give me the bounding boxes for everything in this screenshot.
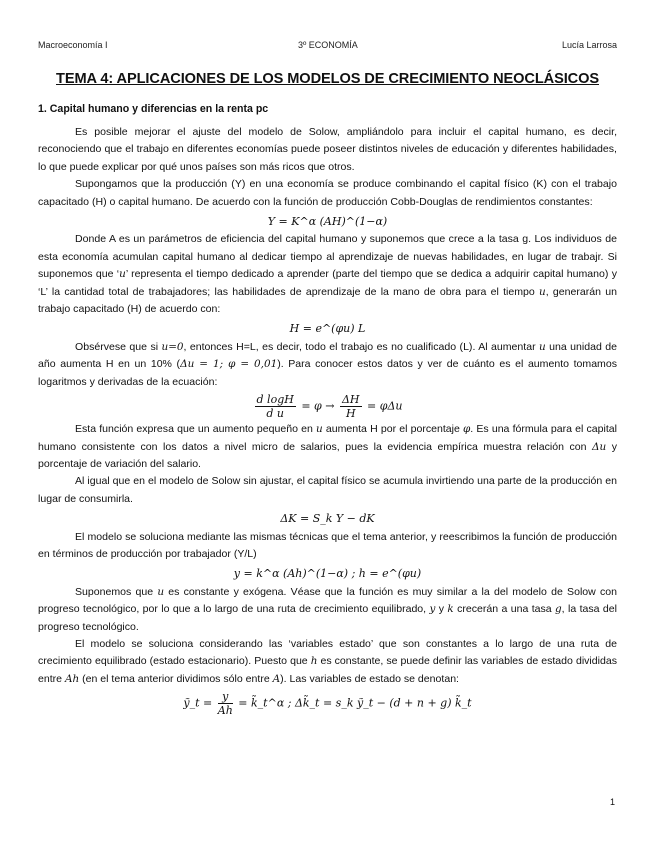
body-text xyxy=(38,124,617,718)
page-number: 1 xyxy=(609,797,615,807)
paragraph: Obsérvese que si u=0, entonces H=L, es decir, todo el trabajo es no cualificado (L). Al aumentar u una unidad de año aumenta H en un 10% (Δu = 1; φ = 0,01). Para conocer estos datos y ver de cuánto es el aumento tomamos logaritmos y derivadas de la ecuación: xyxy=(38,340,617,388)
equation-state-variables: ỹ_t = $\frac{y}{Ah}$ = k̃_t^α ; Δk̃_t = s_k ỹ_t − (d + n + g) k̃_t xyxy=(183,690,472,718)
paragraph: El modelo se soluciona considerando las ‘variables estado’ que son constantes a lo largo de una ruta de crecimiento equilibrado (estado estacionario). Puesto que h es constante, se puede definir las variables de estado divididas entre Ah (en el tema anterior dividimos sólo entre A). Las variables de estado se denotan: xyxy=(38,637,617,685)
section-heading: 1. Capital humano y diferencias en la renta pc xyxy=(38,103,269,115)
equation-capital-accumulation: ΔK = S_k Y − dK xyxy=(280,512,375,526)
paragraph: Suponemos que u es constante y exógena. Véase que la función es muy similar a la del modelo de Solow con progreso tecnológico, por lo que a lo largo de una ruta de crecimiento equilibrado, y y k crecerán a una tasa g, la tasa del progreso tecnológico. xyxy=(38,585,617,633)
paragraph: Donde A es un parámetros de eficiencia del capital humano y suponemos que crece a la tasa g. Los individuos de esta economía acumulan capital humano al dedicar tiempo al aprendizaje de nuevas habilidades, en lugar de trabajr. Si suponemos que ‘u’ representa el tiempo dedicado a aprender (parte del tiempo que se dedica a adquirir capital humano) y ‘L’ la cantidad total de trabajadores; las habilidades de aprendizaje de la mano de obra para el tiempo u, generarán un trabajo capacitado (H) de acuerdo con: xyxy=(38,233,617,316)
paragraph: Esta función expresa que un aumento pequeño en u aumenta H por el porcentaje φ. Es una fórmula para el capital humano consistente con los datos a nivel micro de salarios, pues la evidencia empírica muestra relación con Δu y porcentaje de variación del salario. xyxy=(38,423,617,470)
equation-log-derivative: $\frac{\text{d logH}}{\text{d u}}$ = φ → $\frac{\Delta H}{H}$ = φΔu xyxy=(256,393,403,421)
paragraph: Supongamos que la producción (Y) en una economía se produce combinando el capital físico (K) con el trabajo capacitado (H) o capital humano. De acuerdo con la función de producción Cobb-Douglas de rendimientos constantes: xyxy=(38,178,617,208)
paragraph: Es posible mejorar el ajuste del modelo de Solow, ampliándolo para incluir el capital humano, es decir, reconociendo que el trabajo en diferentes economías puede poseer distintos niveles de educación y diferentes habilidades, lo que puede explicar por qué unos países son más ricos que otros. xyxy=(38,126,617,173)
paragraph: El modelo se soluciona mediante las mismas técnicas que el tema anterior, y reescribimos la función de producción en términos de producción por trabajador (Y/L) xyxy=(38,530,617,560)
header-author: Lucía Larrosa xyxy=(561,40,617,50)
equation-per-worker: y = k^α (Ah)^(1−α) ; h = e^(φu) xyxy=(233,567,422,581)
equation-human-capital: H = e^(φu) L xyxy=(289,322,366,336)
header-course: Macroeconomía I xyxy=(38,40,108,50)
header-degree: 3º ECONOMÍA xyxy=(298,40,358,50)
equation-production: Y = K^α (AH)^(1−α) xyxy=(267,215,388,229)
paragraph: Al igual que en el modelo de Solow sin ajustar, el capital físico se acumula invirtiendo una parte de la producción en lugar de consumirla. xyxy=(38,475,617,505)
page-title: TEMA 4: APLICACIONES DE LOS MODELOS DE CRECIMIENTO NEOCLÁSICOS xyxy=(56,71,599,87)
